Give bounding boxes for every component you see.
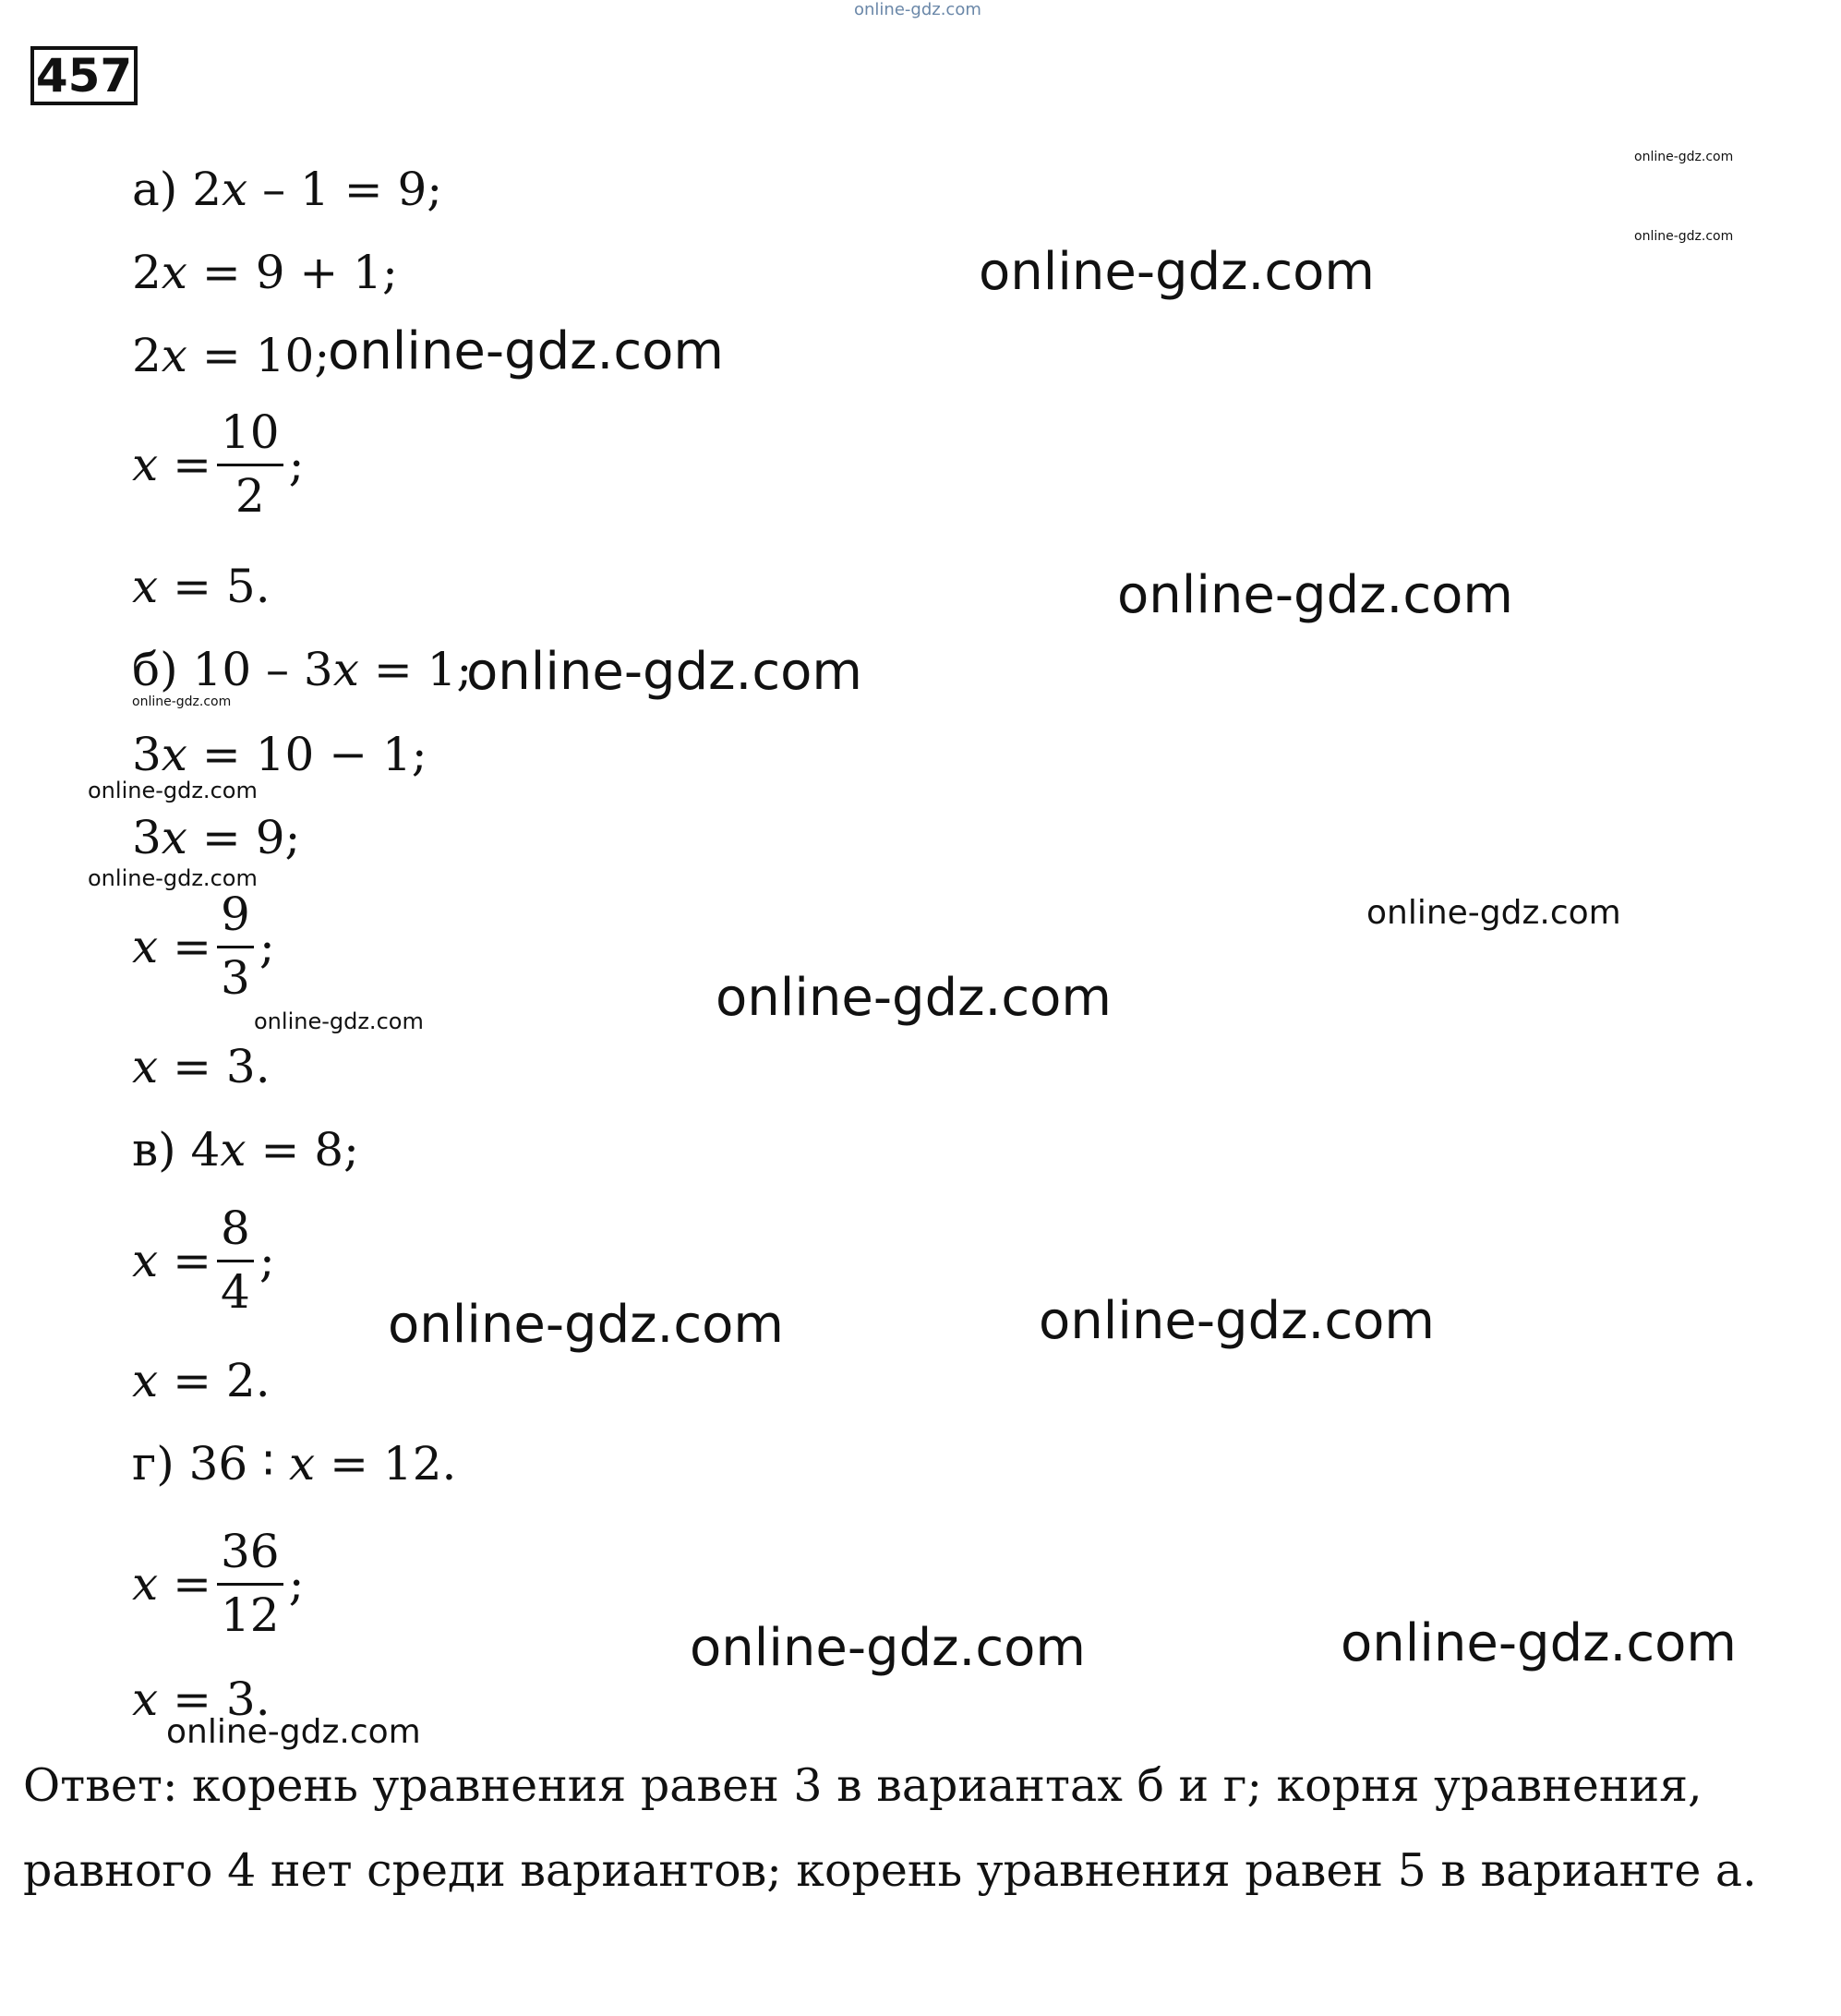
fraction-right: ;: [288, 438, 305, 491]
equation-b-fraction: [132, 888, 275, 1005]
watermark: online-gdz.com: [1117, 565, 1513, 625]
equation-c-line-1: в) 4𝑥 = 8;: [132, 1123, 359, 1177]
equation-b-line-1: б) 10 – 3𝑥 = 1;: [132, 643, 473, 696]
equation-a-result: 𝑥 = 5.: [132, 560, 271, 613]
equation-a-line-2: 2𝑥 = 9 + 1;: [132, 246, 398, 299]
watermark: online-gdz.com: [1039, 1291, 1435, 1351]
numerator: 10: [221, 405, 280, 459]
watermark: online-gdz.com: [1634, 150, 1734, 164]
fraction: [217, 1202, 254, 1319]
equation-b-line-2: 3𝑥 = 10 − 1;: [132, 728, 427, 781]
denominator: 2: [235, 468, 265, 523]
fraction-bar: [217, 946, 254, 948]
equation-d-result: 𝑥 = 3.: [132, 1672, 271, 1726]
fraction-left: 𝑥 =: [132, 1234, 211, 1287]
equation-b-line-3: 3𝑥 = 9;: [132, 811, 301, 864]
fraction-right: ;: [259, 1234, 275, 1287]
watermark: online-gdz.com: [979, 242, 1375, 302]
watermark: online-gdz.com: [388, 1295, 784, 1355]
watermark: online-gdz.com: [328, 321, 724, 381]
watermark: online-gdz.com: [88, 865, 258, 891]
answer-line-1: Ответ: корень уравнения равен 3 в вариантах б и г; корня уравнения,: [23, 1759, 1703, 1812]
equation-a-line-3: 2𝑥 = 10;: [132, 329, 331, 382]
fraction: [217, 406, 283, 523]
watermark: online-gdz.com: [716, 968, 1112, 1028]
equation-a-fraction: [132, 406, 304, 523]
fraction-bar: [217, 1583, 283, 1586]
fraction-left: 𝑥 =: [132, 438, 211, 491]
fraction-right: ;: [288, 1557, 305, 1611]
watermark: online-gdz.com: [1366, 894, 1621, 932]
watermark: online-gdz.com: [690, 1618, 1086, 1678]
equation-a-line-1: а) 2𝑥 – 1 = 9;: [132, 163, 443, 216]
answer-line-2: равного 4 нет среди вариантов; корень уравнения равен 5 в варианте а.: [23, 1844, 1757, 1897]
numerator: 8: [221, 1201, 250, 1255]
problem-number: 457: [30, 46, 138, 105]
equation-d-fraction: [132, 1526, 304, 1642]
watermark: online-gdz.com: [166, 1713, 421, 1751]
denominator: 3: [221, 950, 250, 1005]
fraction-left: 𝑥 =: [132, 920, 211, 973]
equation-d-line-1: г) 36 ∶ 𝑥 = 12.: [132, 1437, 457, 1491]
equation-c-fraction: [132, 1202, 275, 1319]
numerator: 36: [221, 1525, 280, 1578]
equation-b-result: 𝑥 = 3.: [132, 1040, 271, 1093]
denominator: 12: [221, 1587, 280, 1642]
fraction: [217, 1526, 283, 1642]
watermark: online-gdz.com: [1634, 229, 1734, 244]
watermark: online-gdz.com: [1341, 1613, 1737, 1673]
denominator: 4: [221, 1264, 250, 1319]
fraction: [217, 888, 254, 1005]
watermark: online-gdz.com: [254, 1008, 424, 1034]
equation-c-result: 𝑥 = 2.: [132, 1354, 271, 1407]
numerator: 9: [221, 887, 250, 941]
fraction-left: 𝑥 =: [132, 1557, 211, 1611]
watermark: online-gdz.com: [854, 0, 981, 19]
fraction-right: ;: [259, 920, 275, 973]
watermark: online-gdz.com: [466, 642, 862, 702]
watermark: online-gdz.com: [132, 694, 232, 709]
fraction-bar: [217, 464, 283, 466]
fraction-bar: [217, 1260, 254, 1262]
watermark: online-gdz.com: [88, 778, 258, 803]
